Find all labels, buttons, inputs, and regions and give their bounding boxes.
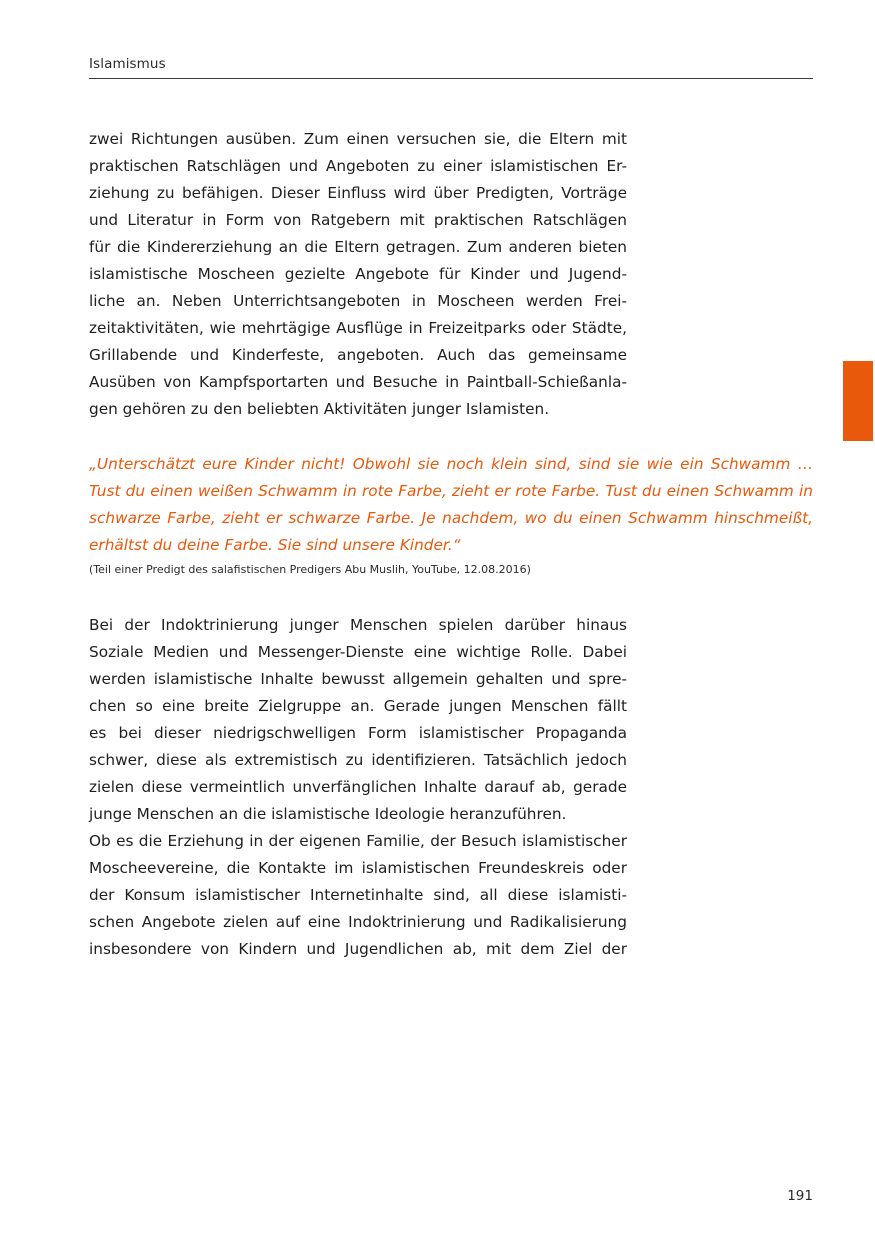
text-line: chen so eine breite Zielgruppe an. Gerade jungen Menschen fällt	[89, 697, 627, 715]
text-line: schen Angebote zielen auf eine Indoktrinierung und Radikalisierung	[89, 913, 627, 931]
paragraph-1	[89, 126, 627, 423]
pull-quote	[89, 451, 813, 559]
text-line: liche an. Neben Unterrichtsangeboten in Moscheen werden Frei-	[89, 292, 627, 310]
text-line: es bei dieser niedrigschwelligen Form islamistischer Propaganda	[89, 724, 627, 742]
chapter-marker-tab	[843, 361, 873, 441]
text-line: zielen diese vermeintlich unverfänglichen Inhalte darauf ab, gerade	[89, 778, 627, 796]
text-line: Soziale Medien und Messenger-Dienste eine wichtige Rolle. Dabei	[89, 643, 627, 661]
text-line: Bei der Indoktrinierung junger Menschen spielen darüber hinaus	[89, 616, 627, 634]
text-line: für die Kindererziehung an die Eltern getragen. Zum anderen bieten	[89, 238, 627, 256]
paragraph-2	[89, 612, 627, 963]
quote-line: Tust du einen weißen Schwamm in rote Farbe, zieht er rote Farbe. Tust du einen Schwamm in	[89, 482, 813, 500]
text-line: Grillabende und Kinderfeste, angeboten. Auch das gemeinsame	[89, 346, 627, 364]
text-line: und Literatur in Form von Ratgebern mit praktischen Ratschlägen	[89, 211, 627, 229]
text-line: zeitaktivitäten, wie mehrtägige Ausflüge in Freizeitparks oder Städte,	[89, 319, 627, 337]
quote-line: erhältst du deine Farbe. Sie sind unsere Kinder.“	[89, 536, 461, 554]
text-line: schwer, diese als extremistisch zu identifizieren. Tatsächlich jedoch	[89, 751, 627, 769]
quote-line: schwarze Farbe, zieht er schwarze Farbe. Je nachdem, wo du einen Schwamm hinschmeißt,	[89, 509, 813, 527]
quote-source: (Teil einer Predigt des salafistischen Predigers Abu Muslih, YouTube, 12.08.2016)	[89, 563, 531, 576]
text-line: zwei Richtungen ausüben. Zum einen versuchen sie, die Eltern mit	[89, 130, 627, 148]
text-line: Ausüben von Kampfsportarten und Besuche in Paintball-Schießanla-	[89, 373, 627, 391]
text-line: der Konsum islamistischer Internetinhalte sind, all diese islamisti-	[89, 886, 627, 904]
quote-line: „Unterschätzt eure Kinder nicht! Obwohl sie noch klein sind, sind sie wie ein Schwamm …	[89, 455, 813, 473]
text-line: werden islamistische Inhalte bewusst allgemein gehalten und spre-	[89, 670, 627, 688]
text-line: islamistische Moscheen gezielte Angebote für Kinder und Jugend-	[89, 265, 627, 283]
text-line: Ob es die Erziehung in der eigenen Familie, der Besuch islamistischer	[89, 832, 627, 850]
text-line: praktischen Ratschlägen und Angeboten zu einer islamistischen Er-	[89, 157, 627, 175]
text-line: insbesondere von Kindern und Jugendlichen ab, mit dem Ziel der	[89, 940, 627, 958]
running-head-title: Islamismus	[89, 56, 166, 72]
text-line: Moscheevereine, die Kontakte im islamistischen Freundeskreis oder	[89, 859, 627, 877]
header-rule	[89, 78, 813, 79]
page-number: 191	[787, 1188, 813, 1204]
text-line: junge Menschen an die islamistische Ideologie heranzuführen.	[89, 805, 567, 823]
text-line: gen gehören zu den beliebten Aktivitäten junger Islamisten.	[89, 400, 550, 418]
text-line: ziehung zu befähigen. Dieser Einfluss wird über Predigten, Vorträge	[89, 184, 627, 202]
